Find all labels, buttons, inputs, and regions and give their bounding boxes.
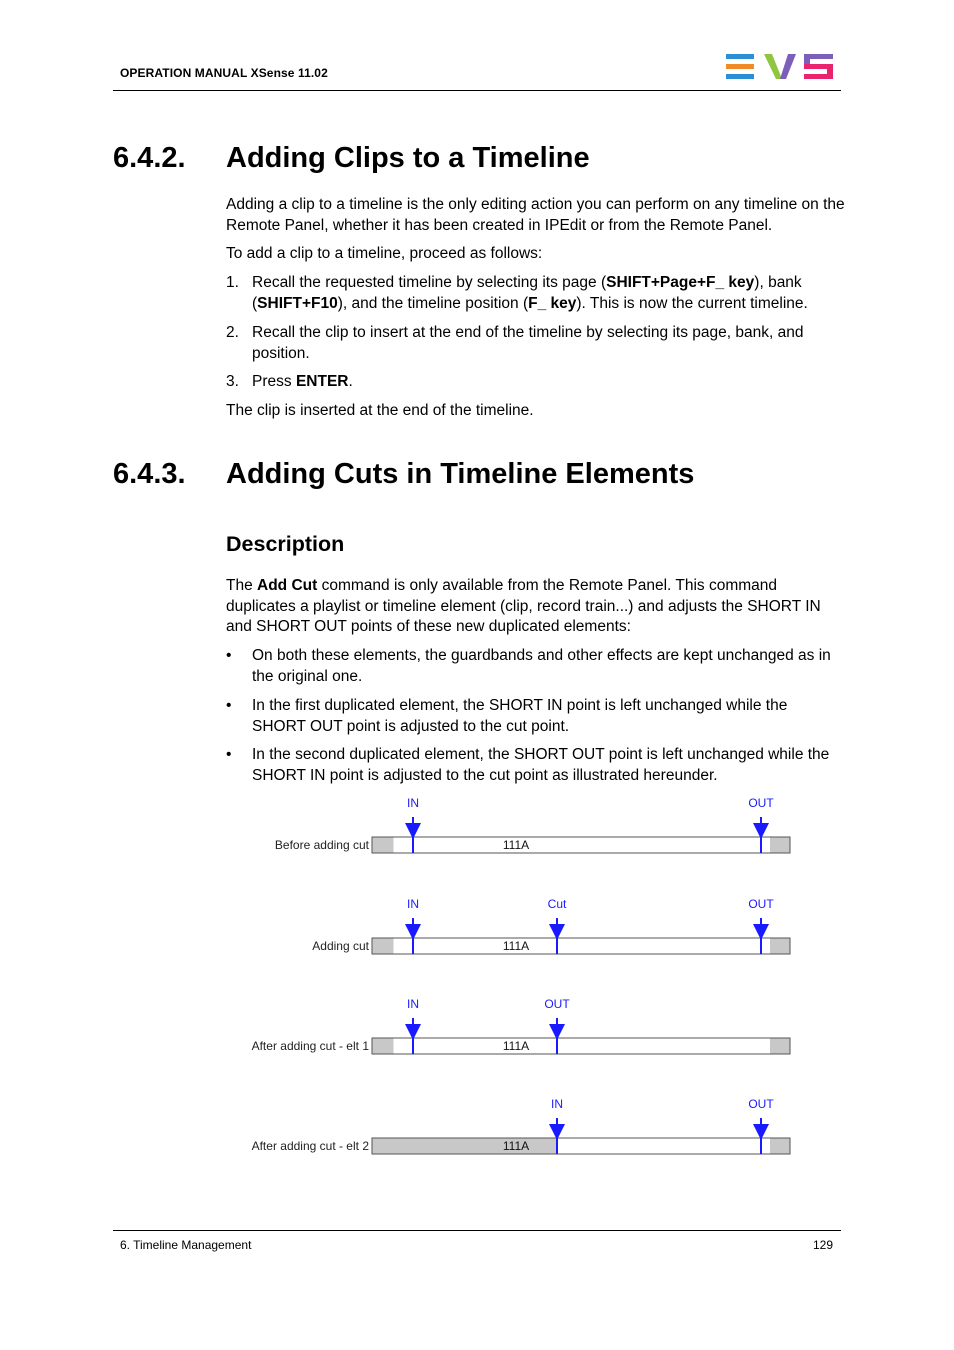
- bullet-marker: •: [226, 746, 232, 763]
- guardband-left: [373, 939, 394, 954]
- clip-name: 111A: [502, 1139, 530, 1153]
- row-label: After adding cut - elt 2: [251, 1139, 369, 1153]
- marker-label: IN: [407, 997, 419, 1011]
- list-text: Recall the requested timeline by selecting its page (SHIFT+Page+F_ key), bank (SHIFT+F10), and the timeline position (F_ key). This is now the current timeline.: [252, 274, 808, 312]
- marker-label: Cut: [547, 897, 567, 911]
- guardband-right: [770, 1039, 790, 1054]
- bullet-text: In the second duplicated element, the SHORT OUT point is left unchanged while the SHORT IN point is adjusted to the cut point as illustrated hereunder.: [252, 746, 830, 784]
- row-label: After adding cut - elt 1: [251, 1039, 369, 1053]
- row-label: Adding cut: [312, 939, 369, 953]
- list-marker: 1.: [226, 274, 239, 291]
- guardband-right: [770, 1139, 790, 1154]
- guardband-right: [770, 939, 790, 954]
- footer-chapter: 6. Timeline Management: [120, 1238, 252, 1252]
- marker-label: IN: [551, 1097, 563, 1111]
- clip-name: 111A: [502, 1039, 530, 1053]
- list-text: Press ENTER.: [252, 373, 353, 390]
- subheading: Description: [226, 532, 345, 556]
- clip-name: 111A: [502, 838, 530, 852]
- bullet-text: In the first duplicated element, the SHORT IN point is left unchanged while the SHORT OUT point is adjusted to the cut point.: [252, 697, 788, 735]
- row-label: Before adding cut: [274, 838, 369, 852]
- section-number: 6.4.3.: [113, 458, 186, 490]
- clip-bar: [372, 1038, 790, 1054]
- document-header-title: OPERATION MANUAL XSense 11.02: [120, 66, 328, 80]
- list-text: Recall the clip to insert at the end of the timeline by selecting its page, bank, and position.: [252, 324, 804, 362]
- bullet-marker: •: [226, 647, 232, 664]
- paragraph: The Add Cut command is only available from the Remote Panel. This command duplicates a playlist or timeline element (clip, record train...) and adjusts the SHORT IN and SHORT OUT points of these new duplicated elements:: [226, 577, 821, 635]
- bullet-text: On both these elements, the guardbands and other effects are kept unchanged as in the original one.: [252, 647, 831, 685]
- footer-rule: [113, 1230, 841, 1231]
- paragraph: Adding a clip to a timeline is the only editing action you can perform on any timeline on the Remote Panel, whether it has been created in IPEdit or from the Remote Panel.: [226, 196, 845, 234]
- clip-name: 111A: [502, 939, 530, 953]
- marker-label: OUT: [544, 997, 570, 1011]
- marker-label: OUT: [748, 1097, 774, 1111]
- list-marker: 2.: [226, 324, 239, 341]
- section-title: Adding Cuts in Timeline Elements: [226, 458, 695, 490]
- marker-label: IN: [407, 897, 419, 911]
- clip-bar: [372, 938, 790, 954]
- clip-bar: [372, 837, 790, 853]
- guardband-left: [373, 1039, 394, 1054]
- guardband-left: [373, 838, 394, 853]
- page-number: 129: [813, 1238, 834, 1252]
- paragraph: The clip is inserted at the end of the timeline.: [226, 402, 534, 419]
- list-marker: 3.: [226, 373, 239, 390]
- marker-label: OUT: [748, 796, 774, 810]
- marker-label: OUT: [748, 897, 774, 911]
- paragraph: To add a clip to a timeline, proceed as follows:: [226, 245, 543, 262]
- guardband-left: [373, 1139, 558, 1154]
- marker-label: IN: [407, 796, 419, 810]
- guardband-right: [770, 838, 790, 853]
- section-number: 6.4.2.: [113, 142, 186, 174]
- bullet-marker: •: [226, 697, 232, 714]
- section-title: Adding Clips to a Timeline: [226, 142, 590, 174]
